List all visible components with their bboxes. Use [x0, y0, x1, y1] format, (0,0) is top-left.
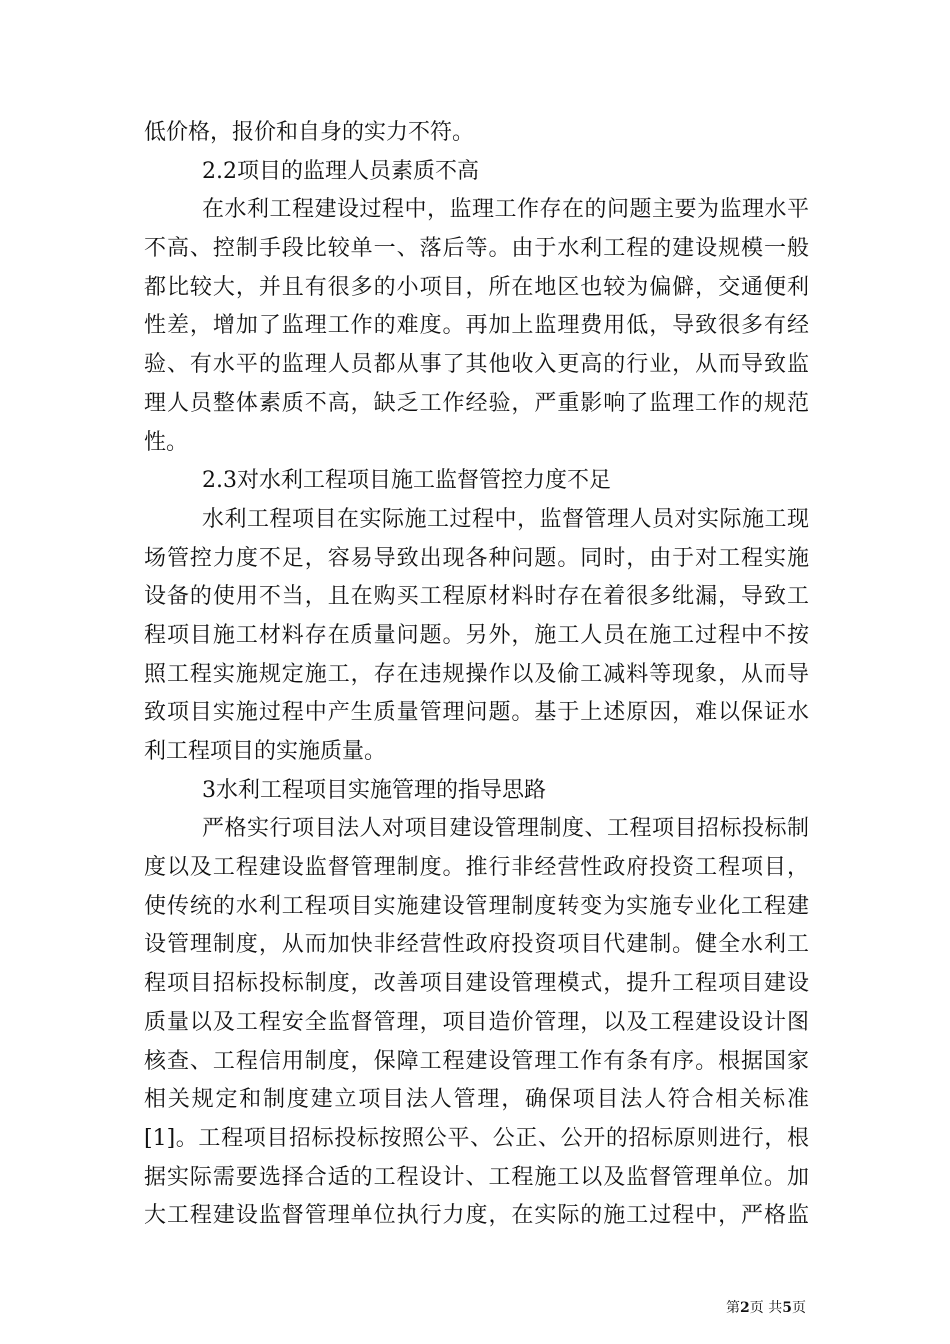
current-page-number: 2	[740, 1300, 750, 1316]
page-number-footer	[726, 1299, 806, 1317]
text-line: 不高、控制手段比较单一、落后等。由于水利工程的建设规模一般	[144, 236, 809, 262]
text-line: 严格实行项目法人对项目建设管理制度、工程项目招标投标制	[202, 816, 809, 842]
text-line: 相关规定和制度建立项目法人管理，确保项目法人符合相关标准	[144, 1087, 809, 1113]
section-heading: 3水利工程项目实施管理的指导思路	[202, 777, 546, 803]
text-line: 理人员整体素质不高，缺乏工作经验，严重影响了监理工作的规范	[144, 390, 809, 416]
text-line: 使传统的水利工程项目实施建设管理制度转变为实施专业化工程建	[144, 893, 809, 919]
text-line: 在水利工程建设过程中，监理工作存在的问题主要为监理水平	[202, 197, 809, 223]
section-heading: 2.3对水利工程项目施工监督管控力度不足	[202, 468, 611, 494]
text-line: 设管理制度，从而加快非经营性政府投资项目代建制。健全水利工	[144, 932, 809, 958]
text-line: 水利工程项目在实际施工过程中，监督管理人员对实际施工现	[202, 506, 809, 532]
text-line: 场管控力度不足，容易导致出现各种问题。同时，由于对工程实施	[144, 545, 809, 571]
text-line: 程项目招标投标制度，改善项目建设管理模式，提升工程项目建设	[144, 971, 809, 997]
text-line: 程项目施工材料存在质量问题。另外，施工人员在施工过程中不按	[144, 622, 809, 648]
text-line: 低价格，报价和自身的实力不符。	[144, 120, 475, 145]
text-line: 验、有水平的监理人员都从事了其他收入更高的行业，从而导致监	[144, 352, 809, 378]
text-line: 度以及工程建设监督管理制度。推行非经营性政府投资工程项目，	[144, 855, 809, 881]
section-heading: 2.2项目的监理人员素质不高	[202, 158, 479, 184]
text-line: 性。	[144, 429, 189, 455]
footer-prefix: 第	[726, 1300, 741, 1316]
text-line: 质量以及工程安全监督管理，项目造价管理，以及工程建设设计图	[144, 1009, 809, 1035]
document-body	[144, 114, 809, 1236]
footer-suffix: 页	[792, 1300, 806, 1316]
footer-middle: 页 共	[749, 1300, 783, 1316]
text-line: 性差，增加了监理工作的难度。再加上监理费用低，导致很多有经	[144, 313, 809, 339]
total-page-count: 5	[782, 1300, 792, 1316]
text-line: 照工程实施规定施工，存在违规操作以及偷工减料等现象，从而导	[144, 661, 809, 687]
text-line: 核查、工程信用制度，保障工程建设管理工作有条有序。根据国家	[144, 1048, 809, 1074]
text-line: 致项目实施过程中产生质量管理问题。基于上述原因，难以保证水	[144, 700, 809, 726]
text-line: 利工程项目的实施质量。	[144, 739, 387, 764]
text-line: [1]。工程项目招标投标按照公平、公正、公开的招标原则进行，根	[144, 1125, 809, 1151]
text-line: 据实际需要选择合适的工程设计、工程施工以及监督管理单位。加	[144, 1164, 809, 1190]
text-line: 大工程建设监督管理单位执行力度，在实际的施工过程中，严格监	[144, 1203, 809, 1229]
text-line: 都比较大，并且有很多的小项目，所在地区也较为偏僻，交通便利	[144, 274, 809, 300]
text-line: 设备的使用不当，且在购买工程原材料时存在着很多纰漏，导致工	[144, 584, 809, 610]
